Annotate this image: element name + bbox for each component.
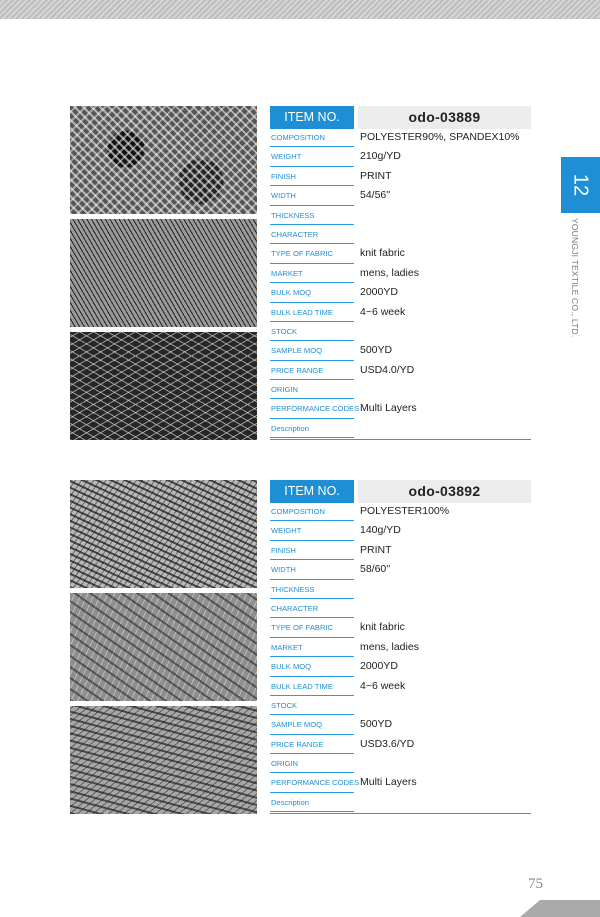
spec-label-underline — [270, 734, 354, 735]
spec-row — [270, 697, 531, 716]
spec-label: BULK LEAD TIME — [271, 681, 333, 691]
spec-value: mens, ladies — [360, 266, 419, 279]
spec-row — [270, 129, 531, 148]
spec-label: PERFORMANCE CODES — [271, 778, 360, 788]
table-bottom-rule — [270, 439, 531, 440]
spec-value: 4~6 week — [360, 305, 406, 318]
spec-label: ORIGIN — [271, 759, 299, 769]
spec-label-underline — [270, 146, 354, 147]
spec-label-underline — [270, 205, 354, 206]
spec-label-underline — [270, 540, 354, 541]
fabric-swatch-image — [70, 219, 257, 327]
spec-value: knit fabric — [360, 247, 405, 260]
company-name: YOUNGJI TEXTILE CO., LTD. — [570, 218, 580, 338]
spec-label: PRICE RANGE — [271, 365, 324, 375]
spec-value: 2000YD — [360, 660, 398, 673]
spec-row — [270, 400, 531, 419]
spec-label: WIDTH — [271, 565, 296, 575]
fabric-swatch-image — [70, 480, 257, 588]
spec-label: STOCK — [271, 700, 298, 710]
item-no-label: ITEM NO. — [270, 480, 354, 503]
spec-label-underline — [270, 224, 354, 225]
spec-label-underline — [270, 598, 354, 599]
spec-label-underline — [270, 398, 354, 399]
spec-label: MARKET — [271, 268, 303, 278]
spec-label-underline — [270, 792, 354, 793]
product-1-spec-table — [270, 106, 531, 439]
spec-label-underline — [270, 695, 354, 696]
spec-value: 2000YD — [360, 286, 398, 299]
spec-row — [270, 362, 531, 381]
spec-value: 140g/YD — [360, 524, 401, 537]
spec-label: WIDTH — [271, 191, 296, 201]
spec-label: Description — [271, 423, 309, 433]
spec-value: Multi Layers — [360, 776, 417, 789]
spec-label-underline — [270, 243, 354, 244]
spec-value: POLYESTER90%, SPANDEX10% — [360, 131, 520, 143]
spec-value: PRINT — [360, 543, 392, 556]
spec-row — [270, 323, 531, 342]
spec-label-underline — [270, 579, 354, 580]
spec-row — [270, 542, 531, 561]
fabric-swatch-image — [70, 106, 257, 214]
spec-row — [270, 794, 531, 813]
spec-value: mens, ladies — [360, 640, 419, 653]
spec-row — [270, 561, 531, 580]
spec-row — [270, 168, 531, 187]
spec-label-underline — [270, 340, 354, 341]
spec-row — [270, 581, 531, 600]
spec-label: STOCK — [271, 326, 298, 336]
spec-value: knit fabric — [360, 621, 405, 634]
spec-row — [270, 342, 531, 361]
spec-label-underline — [270, 166, 354, 167]
spec-label-underline — [270, 772, 354, 773]
spec-row — [270, 245, 531, 264]
spec-label-underline — [270, 714, 354, 715]
spec-label: PERFORMANCE CODES — [271, 404, 360, 414]
spec-label: MARKET — [271, 642, 303, 652]
spec-label: Description — [271, 797, 309, 807]
spec-value: USD4.0/YD — [360, 363, 415, 376]
spec-row — [270, 736, 531, 755]
spec-row — [270, 619, 531, 638]
spec-label-underline — [270, 520, 354, 521]
spec-row — [270, 420, 531, 439]
spec-row — [270, 265, 531, 284]
spec-label: FINISH — [271, 545, 296, 555]
spec-label-underline — [270, 617, 354, 618]
spec-label-underline — [270, 676, 354, 677]
spec-row — [270, 226, 531, 245]
item-no-label: ITEM NO. — [270, 106, 354, 129]
spec-label: THICKNESS — [271, 584, 315, 594]
product-2-spec-table — [270, 480, 531, 813]
spec-row — [270, 304, 531, 323]
spec-label-underline — [270, 282, 354, 283]
spec-label-underline — [270, 321, 354, 322]
spec-label: FINISH — [271, 171, 296, 181]
fabric-swatch-image — [70, 593, 257, 701]
spec-value: 4~6 week — [360, 679, 406, 692]
spec-label: BULK MOQ — [271, 662, 312, 672]
spec-label: PRICE RANGE — [271, 739, 324, 749]
spec-label: WEIGHT — [271, 152, 302, 162]
spec-label: SAMPLE MOQ — [271, 720, 323, 730]
spec-label: THICKNESS — [271, 210, 315, 220]
table-bottom-rule — [270, 813, 531, 814]
item-number: odo-03889 — [358, 106, 531, 129]
spec-label: WEIGHT — [271, 526, 302, 536]
product-1-swatches — [70, 106, 257, 441]
spec-row — [270, 187, 531, 206]
item-header — [270, 480, 531, 503]
spec-value: 210g/YD — [360, 150, 401, 163]
spec-label-underline — [270, 379, 354, 380]
spec-label-underline — [270, 185, 354, 186]
spec-label-underline — [270, 418, 354, 419]
spec-label: BULK LEAD TIME — [271, 307, 333, 317]
spec-row — [270, 678, 531, 697]
spec-label: TYPE OF FABRIC — [271, 249, 334, 259]
spec-label: CHARACTER — [271, 603, 319, 613]
spec-label: COMPOSITION — [271, 133, 326, 142]
spec-label: TYPE OF FABRIC — [271, 623, 334, 633]
spec-value: POLYESTER100% — [360, 505, 450, 517]
spec-label-underline — [270, 637, 354, 638]
spec-row — [270, 639, 531, 658]
spec-label: CHARACTER — [271, 229, 319, 239]
spec-value: 500YD — [360, 344, 393, 357]
spec-row — [270, 148, 531, 167]
top-decorative-band — [0, 0, 600, 19]
product-2-swatches — [70, 480, 257, 815]
spec-row — [270, 755, 531, 774]
fabric-swatch-image — [70, 332, 257, 440]
spec-row — [270, 774, 531, 793]
corner-decoration — [520, 900, 600, 917]
item-number: odo-03892 — [358, 480, 531, 503]
spec-row — [270, 716, 531, 735]
spec-label: COMPOSITION — [271, 507, 326, 516]
spec-label: BULK MOQ — [271, 288, 312, 298]
fabric-swatch-image — [70, 706, 257, 814]
spec-value: 58/60'' — [360, 563, 391, 576]
spec-value: 500YD — [360, 718, 393, 731]
spec-value: Multi Layers — [360, 402, 417, 415]
spec-value: USD3.6/YD — [360, 737, 415, 750]
spec-row — [270, 381, 531, 400]
spec-label-underline — [270, 559, 354, 560]
spec-row — [270, 522, 531, 541]
spec-label-underline — [270, 656, 354, 657]
spec-label-underline — [270, 263, 354, 264]
spec-label-underline — [270, 302, 354, 303]
spec-row — [270, 600, 531, 619]
spec-label: ORIGIN — [271, 385, 299, 395]
spec-row — [270, 503, 531, 522]
chapter-tab — [561, 157, 600, 213]
spec-label-underline — [270, 360, 354, 361]
page-number: 75 — [528, 876, 543, 892]
spec-label: SAMPLE MOQ — [271, 346, 323, 356]
spec-row — [270, 284, 531, 303]
spec-value: 54/56'' — [360, 189, 391, 202]
spec-value: PRINT — [360, 169, 392, 182]
spec-label-underline — [270, 753, 354, 754]
spec-row — [270, 658, 531, 677]
spec-row — [270, 207, 531, 226]
chapter-number: 12 — [570, 173, 592, 197]
item-header — [270, 106, 531, 129]
